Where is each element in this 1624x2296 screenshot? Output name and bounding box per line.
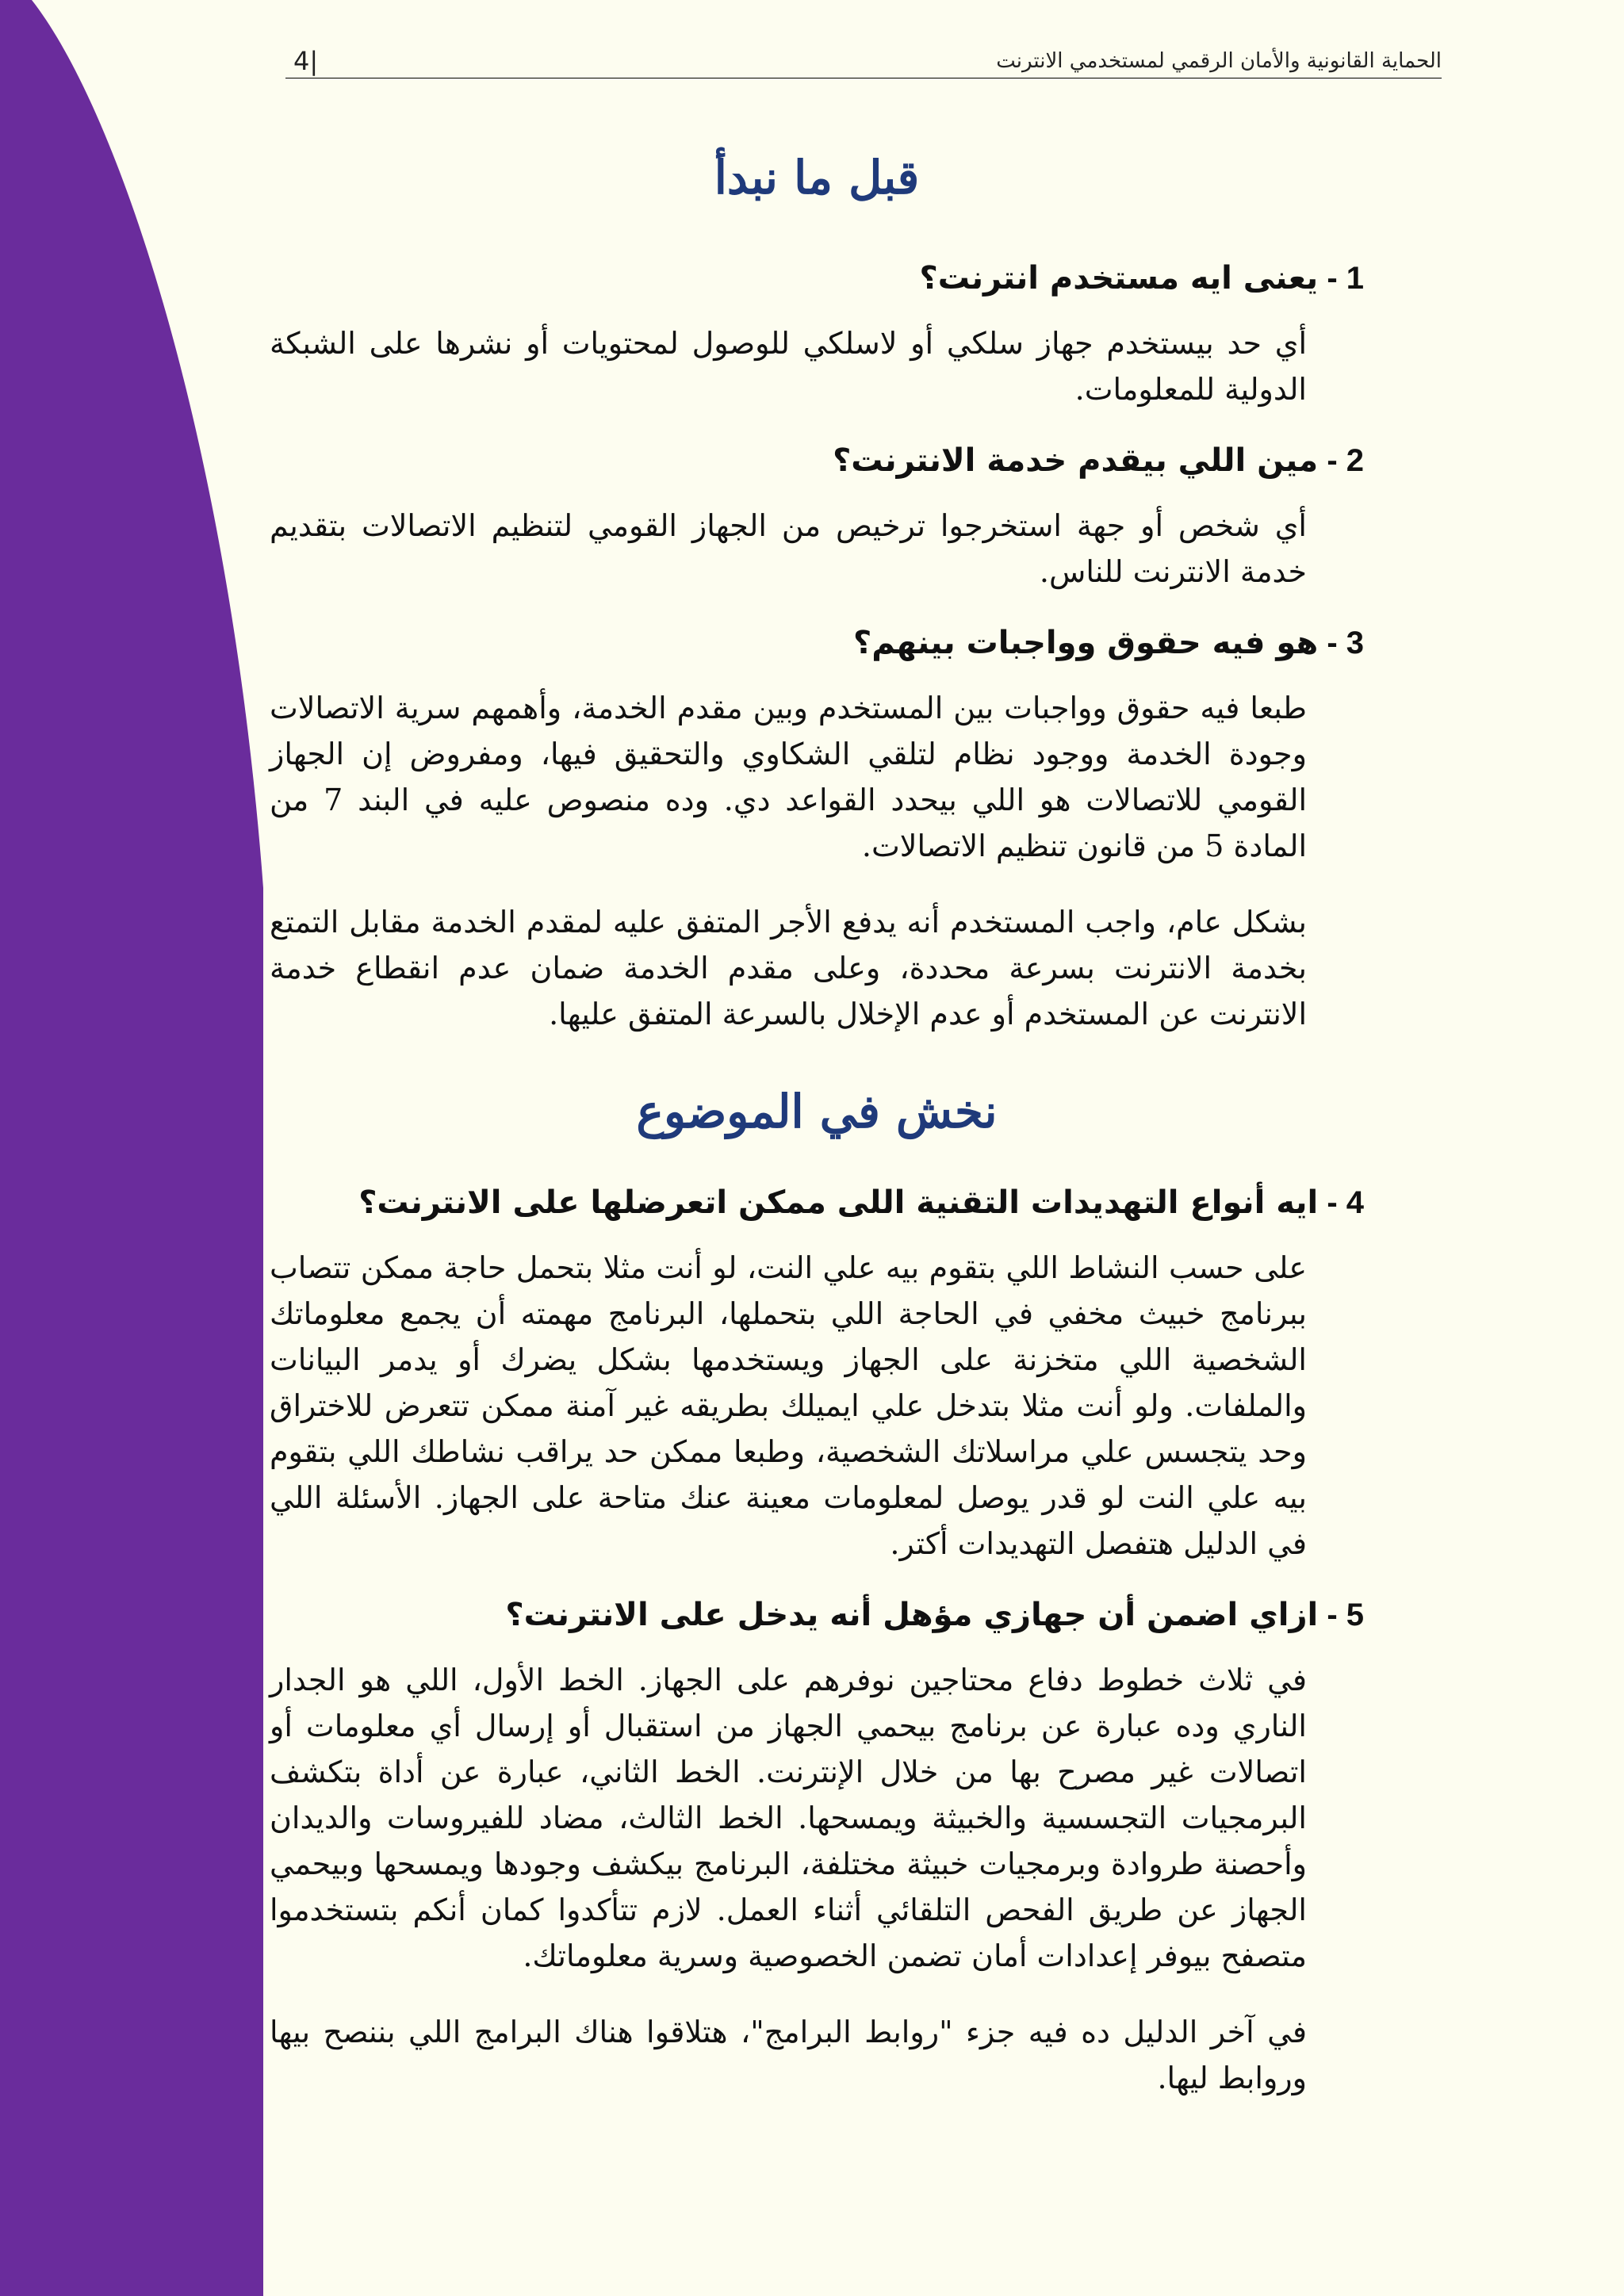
- question-title: يعنى ايه مستخدم انترنت؟: [919, 260, 1319, 297]
- question-title: ازاي اضمن أن جهازي مؤهل أنه يدخل على الانترنت؟: [505, 1597, 1319, 1633]
- question-number: 3 -: [1318, 626, 1364, 660]
- question-block: [270, 260, 1364, 412]
- answer-paragraph: بشكل عام، واجب المستخدم أنه يدفع الأجر المتفق عليه لمقدم الخدمة مقابل التمتع بخدمة الانترنت بسرعة محددة، وعلى مقدم الخدمة ضمان عدم انقطاع خدمة الانترنت عن المستخدم أو عدم الإخلال بالسرعة المتفق عليها.: [270, 905, 1307, 1031]
- question-number: 2 -: [1318, 443, 1364, 478]
- section-heading-into-the-topic: نخش في الموضوع: [636, 1085, 998, 1138]
- question-number: 5 -: [1318, 1598, 1364, 1632]
- question-title: مين اللي بيقدم خدمة الانترنت؟: [833, 442, 1319, 479]
- answer-paragraph: طبعا فيه حقوق وواجبات بين المستخدم وبين مقدم الخدمة، وأهمهم سرية الاتصالات وجودة الخدمة ووجود نظام لتلقي الشكاوي والتحقيق فيها، ومفروض إن الجهاز القومي للاتصالات هو اللي بيحدد القواعد دي. وده منصوص عليه في البند 7 من المادة 5 من قانون تنظيم الاتصالات.: [270, 691, 1307, 863]
- question-heading: [270, 1184, 1364, 1221]
- running-title: الحماية القانونية والأمان الرقمي لمستخدمي الانترنت: [996, 49, 1442, 73]
- question-block: [270, 625, 1364, 1037]
- question-title: ايه أنواع التهديدات التقنية اللى ممكن اتعرضلها على الانترنت؟: [358, 1184, 1319, 1221]
- section-heading-before-we-start: قبل ما نبدأ: [714, 151, 920, 205]
- answer-paragraph: على حسب النشاط اللي بتقوم بيه علي النت، لو أنت مثلا بتحمل حاجة ممكن تتصاب ببرنامج خبيث مخفي في الحاجة اللي بتحملها، البرنامج مهمته أن يجمع معلوماتك الشخصية اللي متخزنة على الجهاز ويستخدمها بشكل يضرك أو يدمر البيانات والملفات. ولو أنت مثلا بتدخل علي ايميلك بطريقه غير آمنة ممكن تتعرض للاختراق وحد يتجسس علي مراسلاتك الشخصية، وطبعا ممكن حد يراقب نشاطك اللي بتقوم بيه علي النت لو قدر يوصل لمعلومات معينة عنك متاحة على الجهاز. الأسئلة اللي في الدليل هتفصل التهديدات أكتر.: [270, 1250, 1307, 1561]
- question-heading: [270, 442, 1364, 479]
- question-heading: [270, 260, 1364, 297]
- decorative-purple-band: [0, 0, 270, 2296]
- question-heading: [270, 625, 1364, 661]
- question-block: [270, 442, 1364, 595]
- question-number: 4 -: [1318, 1185, 1364, 1220]
- question-block: [270, 1597, 1364, 2101]
- answer-paragraph: في ثلاث خطوط دفاع محتاجين نوفرهم على الجهاز. الخط الأول، اللي هو الجدار الناري وده عبارة عن برنامج بيحمي الجهاز من استقبال أو إرسال أي معلومات أو اتصالات غير مصرح بها من خلال الإنترنت. الخط الثاني، عبارة عن أداة بتكشف البرمجيات التجسسية والخبيثة ويمسحها. الخط الثالث، مضاد للفيروسات والديدان وأحصنة طروادة وبرمجيات خبيثة مختلفة، البرنامج بيكشف وجودها ويمسحها وبيحمي الجهاز عن طريق الفحص التلقائي أثناء العمل. لازم تتأكدوا كمان أنكم بتستخدموا متصفح بيوفر إعدادات أمان تضمن الخصوصية وسرية معلوماتك.: [270, 1663, 1307, 1973]
- running-header: [285, 46, 1442, 78]
- question-title: هو فيه حقوق وواجبات بينهم؟: [852, 625, 1319, 661]
- question-heading: [270, 1597, 1364, 1633]
- answer-paragraph: في آخر الدليل ده فيه جزء "روابط البرامج"، هتلاقوا هناك البرامج اللي بننصح بيها وروابط ليها.: [270, 2015, 1307, 2095]
- page-number: 4|: [293, 46, 319, 76]
- question-number: 1 -: [1318, 261, 1364, 296]
- answer-paragraph: أي شخص أو جهة استخرجوا ترخيص من الجهاز القومي لتنظيم الاتصالات بتقديم خدمة الانترنت للناس.: [270, 508, 1307, 589]
- answer-paragraph: أي حد بيستخدم جهاز سلكي أو لاسلكي للوصول لمحتويات أو نشرها على الشبكة الدولية للمعلومات.: [270, 326, 1307, 407]
- page-content: [270, 135, 1364, 2131]
- question-block: [270, 1184, 1364, 1567]
